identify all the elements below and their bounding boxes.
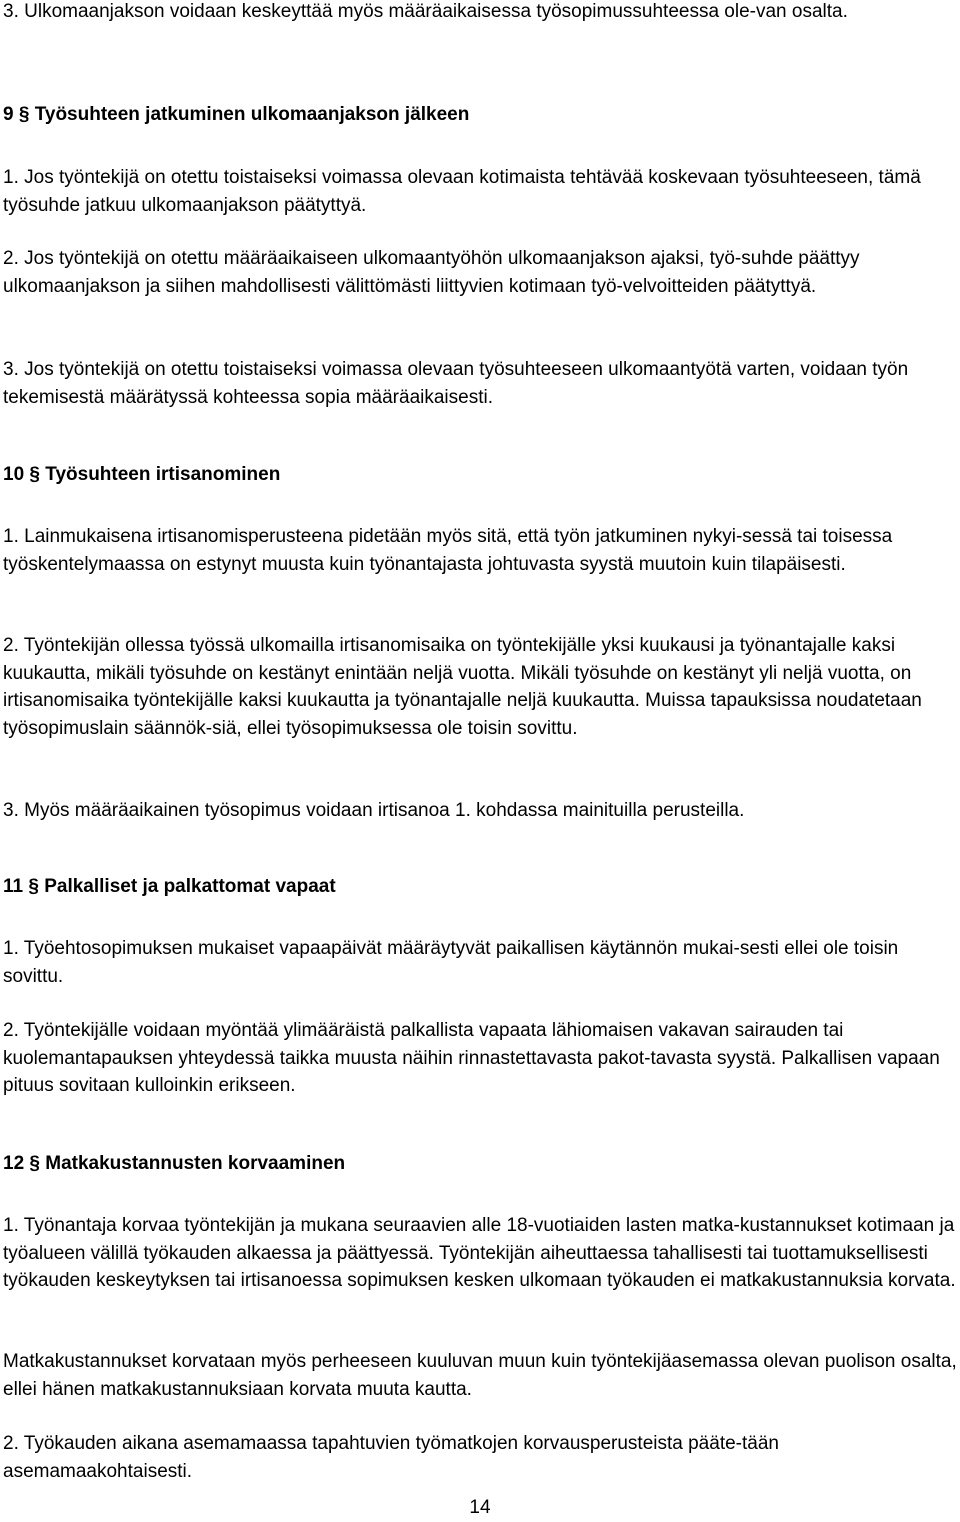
paragraph-11-2: 2. Työntekijälle voidaan myöntää ylimääräistä palkallista vapaata lähiomaisen vakavan sairauden tai kuolemantapauksen yhteydessä taikka muusta näihin rinnastettavasta pakot-tavasta syystä. Palkallisen vapaan pituus sovitaan kulloinkin erikseen. [3, 1020, 940, 1097]
paragraph-12-2: 2. Työkauden aikana asemamaassa tapahtuvien työmatkojen korvausperusteista pääte-tään asemamaakohtaisesti. [3, 1433, 779, 1482]
paragraph-10-1: 1. Lainmukaisena irtisanomisperusteena pidetään myös sitä, että työn jatkuminen nykyi-sessä tai toisessa työskentelymaassa on estynyt muusta kuin työnantajasta johtuvasta syystä muutoin kuin tilapäisesti. [3, 526, 893, 575]
paragraph-9-2: 2. Jos työntekijä on otettu määräaikaiseen ulkomaantyöhön ulkomaanjakson ajaksi, työ-suhde päättyy ulkomaanjakson ja siihen mahdollisesti välittömästi liittyvien kotimaan työ-velvoitteiden päätyttyä. [3, 248, 860, 297]
paragraph-9-3: 3. Jos työntekijä on otettu toistaiseksi voimassa olevaan työsuhteeseen ulkomaantyötä varten, voidaan työn tekemisestä määrätyssä kohteessa sopia määräaikaisesti. [3, 359, 909, 408]
paragraph-12-1-continued: Matkakustannukset korvataan myös perheeseen kuuluvan muun kuin työntekijäasemassa olevan puolison osalta, ellei hänen matkakustannuksiaan korvata muuta kautta. [3, 1351, 957, 1400]
paragraph-12-1: 1. Työnantaja korvaa työntekijän ja mukana seuraavien alle 18-vuotiaiden lasten matka-kustannukset kotimaan ja työalueen välillä työkauden alkaessa ja päättyessä. Työntekijän aiheuttaessa tahallisesti tai tuottamuksellisesti työkauden keskeytyksen tai irtisanoessa sopimuksen kesken ulkomaan työkauden ei matkakustannuksia korvata. [3, 1215, 956, 1292]
section-11-heading: 11 § Palkalliset ja palkattomat vapaat [3, 876, 336, 897]
document-page [3, 0, 957, 1520]
section-12-heading: 12 § Matkakustannusten korvaaminen [3, 1153, 346, 1174]
section-9-heading: 9 § Työsuhteen jatkuminen ulkomaanjakson jälkeen [3, 104, 470, 125]
paragraph-11-1: 1. Työehtosopimuksen mukaiset vapaapäivät määräytyvät paikallisen käytännön mukai-sesti ellei ole toisin sovittu. [3, 938, 899, 987]
paragraph-8-3: 3. Ulkomaanjakson voidaan keskeyttää myös määräaikaisessa työsopimussuhteessa ole-van osalta. [3, 1, 848, 22]
paragraph-9-1: 1. Jos työntekijä on otettu toistaiseksi voimassa olevaan kotimaista tehtävää koskevaan työsuhteeseen, tämä työsuhde jatkuu ulkomaanjakson päätyttyä. [3, 167, 921, 216]
paragraph-10-2: 2. Työntekijän ollessa työssä ulkomailla irtisanomisaika on työntekijälle yksi kuukausi ja työnantajalle kaksi kuukautta, mikäli työsuhde on kestänyt enintään neljä vuotta. Mikäli työsuhde on kestänyt yli neljä vuotta, on irtisanomisaika työntekijälle kaksi kuukautta ja työnantajalle neljä kuukautta. Muissa tapauksissa noudatetaan työsopimuslain säännök-siä, ellei työsopimuksessa ole toisin sovittu. [3, 635, 922, 739]
page-number: 14 [469, 1497, 491, 1518]
paragraph-10-3: 3. Myös määräaikainen työsopimus voidaan irtisanoa 1. kohdassa mainituilla perusteilla. [3, 800, 745, 821]
section-10-heading: 10 § Työsuhteen irtisanominen [3, 464, 281, 485]
